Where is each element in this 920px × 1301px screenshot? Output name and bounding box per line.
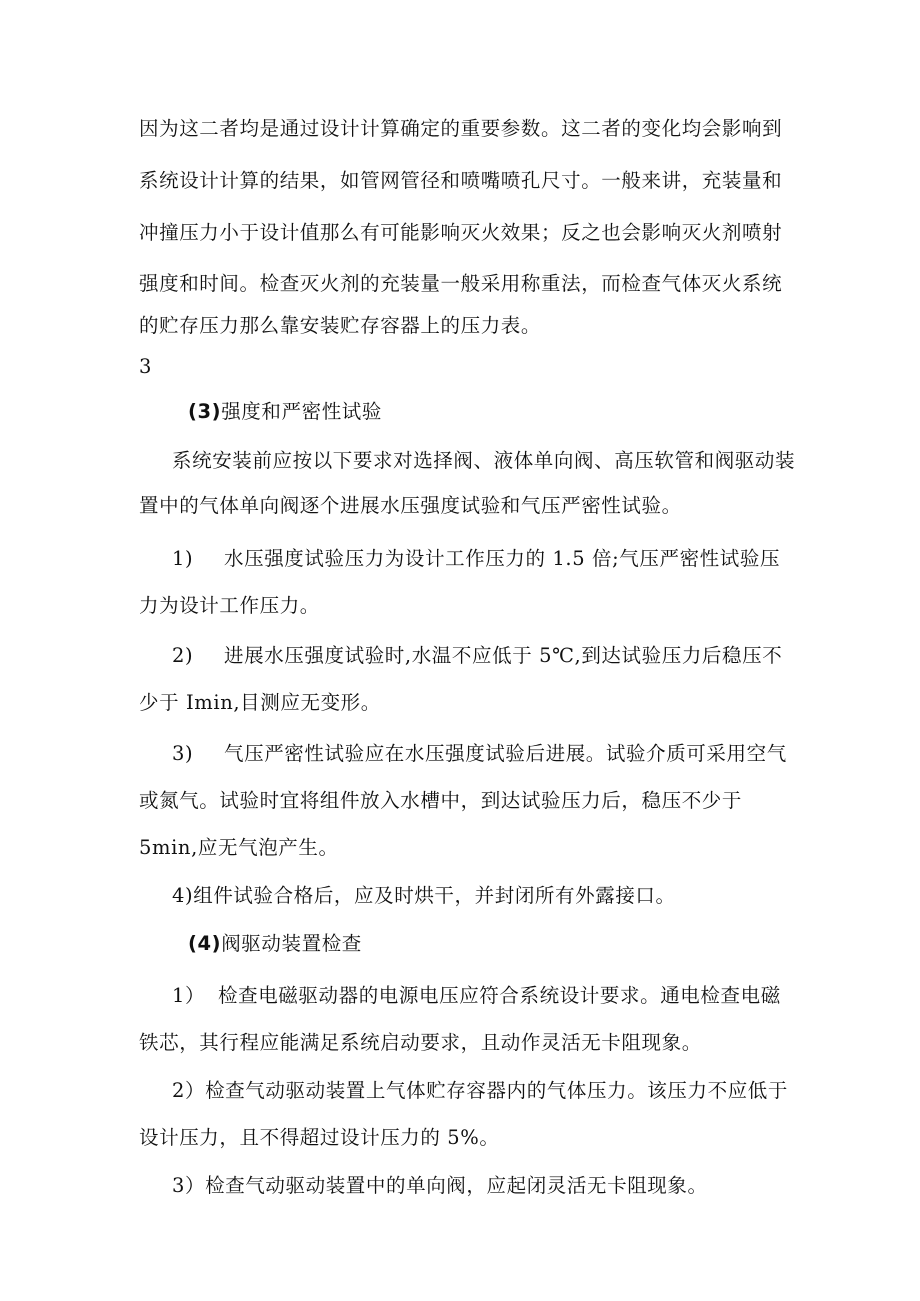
section-4-item-2-line-1: 2）检查气动驱动装置上气体贮存容器内的气体压力。该压力不应低于 [172, 1079, 789, 1102]
section-3-title: 强度和严密性试验 [221, 400, 383, 423]
section-3-item-1-text: 水压强度试验压力为设计工作压力的 1.5 倍;气压严密性试验压 [224, 547, 781, 570]
stray-number: 3 [139, 355, 153, 378]
section-3-item-4: 4)组件试验合格后，应及时烘干，并封闭所有外露接口。 [172, 884, 676, 907]
intro-line-2: 系统设计计算的结果，如管网管径和喷嘴喷孔尺寸。一般来讲，充装量和 [139, 169, 783, 192]
section-4-item-1-line-1 [172, 982, 781, 1010]
section-4-number: (4) [188, 932, 222, 955]
intro-line-1: 因为这二者均是通过设计计算确定的重要参数。这二者的变化均会影响到 [139, 117, 783, 140]
section-4-title: 阀驱动装置检查 [221, 932, 362, 955]
section-3-item-3-line-3: 5min,应无气泡产生。 [139, 836, 339, 859]
section-4-item-1-number: 1） [172, 984, 206, 1007]
section-3-item-3-text: 气压严密性试验应在水压强度试验后进展。试验介质可采用空气 [224, 742, 787, 765]
section-3-item-3-number: 3) [172, 742, 194, 765]
section-3-item-2-text: 进展水压强度试验时,水温不应低于 5℃,到达试验压力后稳压不 [224, 644, 783, 667]
section-4-item-3: 3）检查气动驱动装置中的单向阀，应起闭灵活无卡阻现象。 [172, 1174, 708, 1197]
section-3-item-1-number: 1) [172, 547, 194, 570]
section-4-item-1-line-2: 铁芯，其行程应能满足系统启动要求，且动作灵活无卡阻现象。 [139, 1031, 702, 1054]
intro-line-5: 的贮存压力那么靠安装贮存容器上的压力表。 [139, 314, 542, 337]
section-3-intro-line-2: 置中的气体单向阀逐个进展水压强度试验和气压严密性试验。 [139, 494, 682, 517]
section-3-intro-line-1: 系统安装前应按以下要求对选择阀、液体单向阀、高压软管和阀驱动装 [172, 449, 796, 472]
section-3-item-2-number: 2) [172, 644, 194, 667]
section-3-item-2-line-2: 少于 Imin,目测应无变形。 [139, 691, 381, 714]
section-3-heading [188, 398, 382, 426]
section-3-item-3-line-2: 或氮气。试验时宜将组件放入水槽中，到达试验压力后，稳压不少于 [139, 789, 743, 812]
section-4-item-1-text: 检查电磁驱动器的电源电压应符合系统设计要求。通电检查电磁 [218, 984, 781, 1007]
section-3-item-3-line-1 [172, 740, 787, 768]
section-3-item-1-line-1 [172, 545, 780, 573]
section-4-heading [188, 930, 362, 958]
section-4-item-2-line-2: 设计压力，且不得超过设计压力的 5%。 [139, 1126, 500, 1149]
intro-line-4: 强度和时间。检查灭火剂的充装量一般采用称重法，而检查气体灭火系统 [139, 272, 783, 295]
section-3-item-1-line-2: 力为设计工作压力。 [139, 594, 320, 617]
section-3-item-2-line-1 [172, 642, 782, 670]
section-3-number: (3) [188, 400, 222, 423]
intro-line-3: 冲撞压力小于设计值那么有可能影响灭火效果；反之也会影响灭火剂喷射 [139, 221, 783, 244]
